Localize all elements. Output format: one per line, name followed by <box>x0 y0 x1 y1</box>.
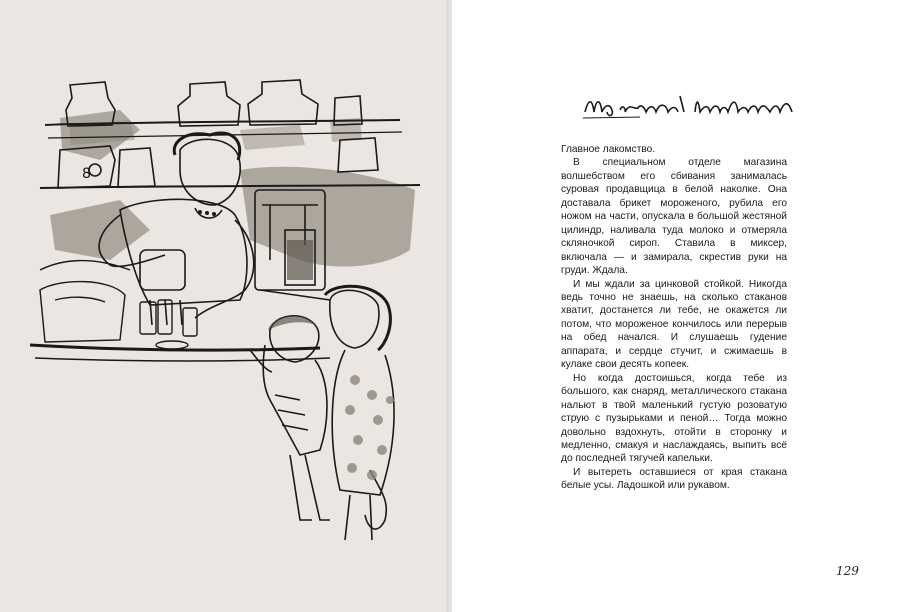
paragraph: Но когда достоишься, когда тебе из большого, как снаряд, металлического стакана нальют в твой маленький густую розоватую струю с пузырьками и пеной… Тогда можно довольно вздохнуть, отойти в сторонку и медленно, смакуя и наслаждаясь, выпить всё до последней тягучей капельки. <box>561 372 787 465</box>
paragraph: В специальном отделе магазина волшебством его сбивания занималась суровая продавщица в белой наколке. Она доставала брикет мороженого, рубила его ножом на части, опускала в большой жестяной цилиндр, наливала туда молоко и отмеряла скляночкой сироп. Ставила в миксер, включала — и замирала, скрестив руки на груди. Ждала. <box>561 157 787 277</box>
svg-text:8: 8 <box>82 166 91 182</box>
chapter-title <box>580 82 810 132</box>
paragraph: Главное лакомство. <box>561 144 656 155</box>
paragraph: И вытереть оставшиеся от края стакана белые усы. Ладошкой или рукавом. <box>561 466 787 492</box>
page-number: 129 <box>836 564 859 578</box>
paragraph: И мы ждали за цинковой стойкой. Никогда ведь точно не знаешь, на сколько стаканов хватит, достанется ли тебе, не окажется ли потом, что мороженое кончилось или перерыв на обед начался. И слушаешь гудение аппарата, и сердце стучит, и сжимаешь в кулаке свои десять копеек. <box>561 278 787 371</box>
handwritten-title-drawing <box>580 82 810 132</box>
chapter-body <box>561 143 787 493</box>
